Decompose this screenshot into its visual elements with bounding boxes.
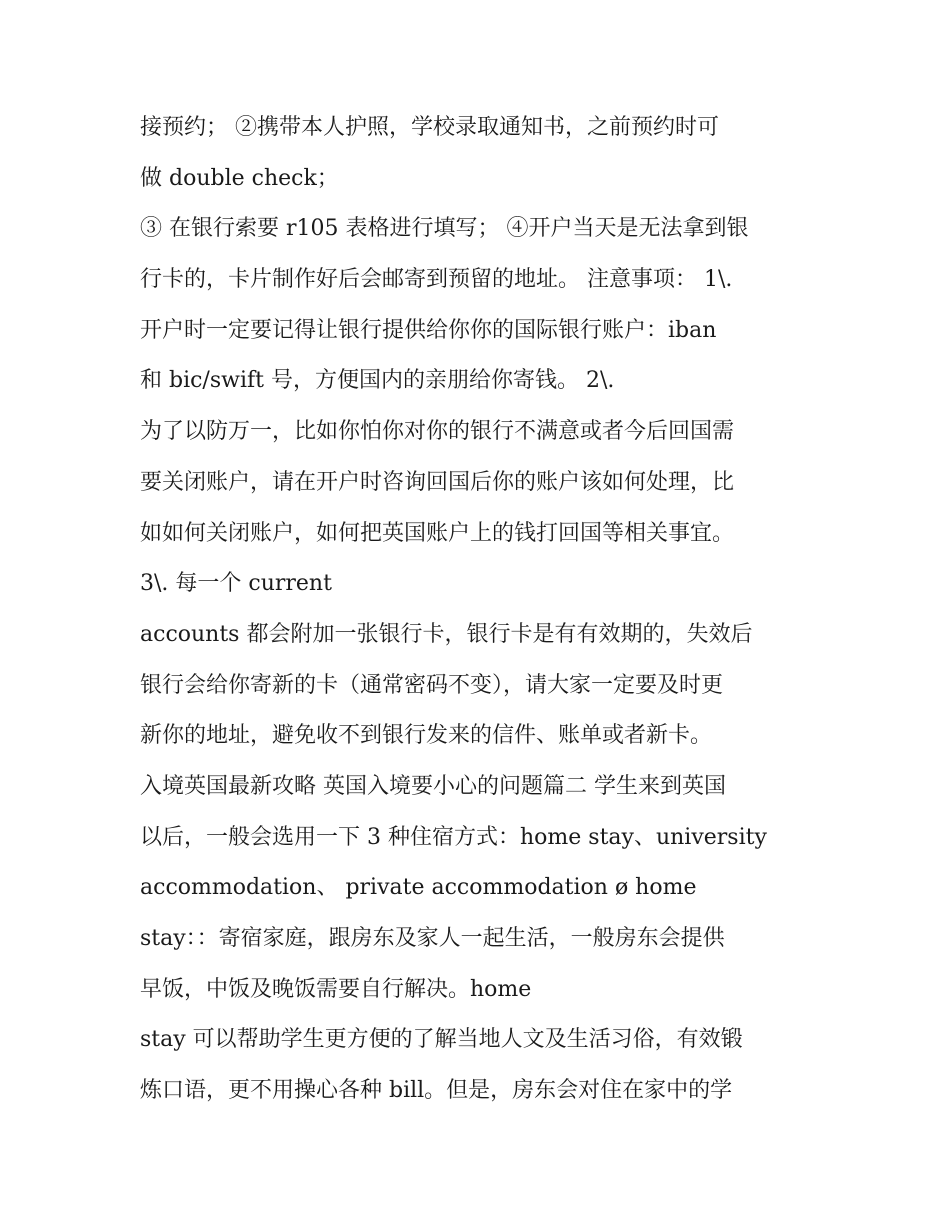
text-line: 新你的地址，避免收不到银行发来的信件、账单或者新卡。 [140, 723, 713, 749]
text-line: 炼口语，更不用操心各种 bill。但是，房东会对住在家中的学 [140, 1078, 733, 1104]
text-line: 3\. 每一个 current [140, 571, 332, 597]
text-line: 开户时一定要记得让银行提供给你你的国际银行账户：iban [140, 317, 717, 343]
text-line: 行卡的，卡片制作好后会邮寄到预留的地址。 注意事项： 1\. [140, 267, 733, 293]
text-line: 如如何关闭账户，如何把英国账户上的钱打回国等相关事宜。 [140, 520, 735, 546]
text-line: accommodation、 private accommodation ø home [140, 875, 697, 901]
text-line: ③ 在银行索要 r105 表格进行填写； ④开户当天是无法拿到银 [140, 216, 749, 242]
text-line: 要关闭账户，请在开户时咨询回国后你的账户该如何处理，比 [140, 469, 735, 495]
text-line: stay 可以帮助学生更方便的了解当地人文及生活习俗，有效锻 [140, 1027, 743, 1053]
text-line: 以后，一般会选用一下 3 种住宿方式：home stay、university [140, 824, 767, 850]
body-text [140, 103, 830, 1117]
text-line: 为了以防万一，比如你怕你对你的银行不满意或者今后回国需 [140, 419, 735, 445]
text-line: 接预约； ②携带本人护照，学校录取通知书，之前预约时可 [140, 115, 719, 140]
text-line: stay：：寄宿家庭，跟房东及家人一起生活，一般房东会提供 [140, 926, 725, 951]
text-line: accounts 都会附加一张银行卡，银行卡是有有效期的，失效后 [140, 621, 753, 647]
text-line: 和 bic/swift 号，方便国内的亲朋给你寄钱。 2\. [140, 368, 615, 394]
text-line: 银行会给你寄新的卡（通常密码不变），请大家一定要及时更 [140, 672, 724, 698]
text-line: 早饭，中饭及晚饭需要自行解决。home [140, 976, 532, 1002]
text-line: 做 double check； [140, 165, 339, 191]
text-line: 入境英国最新攻略 英国入境要小心的问题篇二 学生来到英国 [140, 773, 726, 799]
